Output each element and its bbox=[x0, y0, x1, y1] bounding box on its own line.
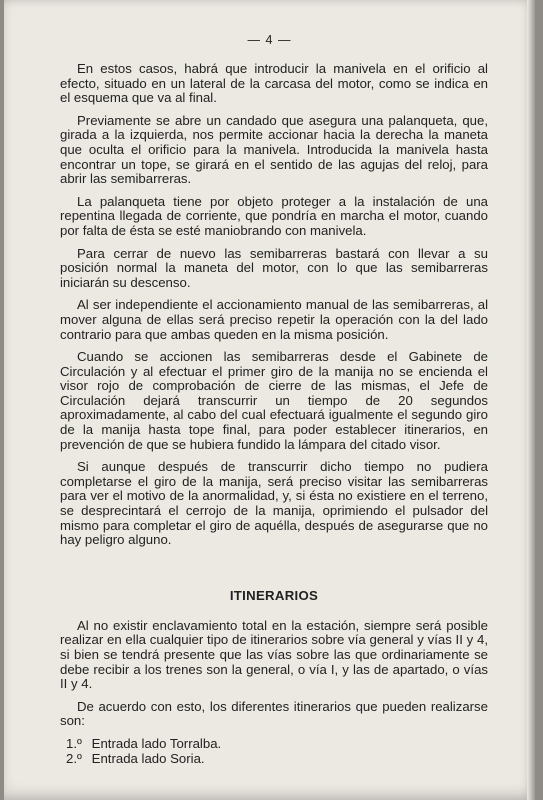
page-content bbox=[60, 62, 488, 766]
section-title: ITINERARIOS bbox=[229, 587, 319, 603]
list-item bbox=[60, 737, 488, 752]
paragraph-independiente: Al ser independiente el accionamiento manual de las semibarreras, al mover alguna de ellas será preciso repetir la operación con la del lado contrario para que ambas queden en la misma posición. bbox=[60, 297, 488, 342]
paragraph-cerrar: Para cerrar de nuevo las semibarreras bastará con llevar a su posición normal la maneta del motor, con lo que las semibarreras iniciarán su descenso. bbox=[60, 245, 488, 290]
paragraph-gabinete: Cuando se accionen las semibarreras desde el Gabinete de Circulación y al efectuar el primer giro de la manija no se encienda el visor rojo de comprobación de cierre de las mismas, el Jefe de Circulación dejará transcurrir un tiempo de 20 segundos aproximadamente, al cabo del cual efectuará igualmente el segundo giro de la manija hasta tope final, para poder establecer itinerarios, en prevención de que se hubiera fundido la lámpara del citado visor. bbox=[60, 349, 488, 452]
list-item-number: 1.º bbox=[66, 735, 82, 751]
list-item bbox=[60, 752, 488, 767]
paragraph-palanqueta: La palanqueta tiene por objeto proteger a la instalación de una repentina llegada de corriente, que pondría en marcha el motor, cuando por falta de ésta se esté maniobrando con manivela. bbox=[60, 193, 488, 238]
paragraph-itinerarios-intro: De acuerdo con esto, los diferentes itinerarios que pueden realizarse son: bbox=[60, 698, 488, 729]
paragraph-manivela-insert: En estos casos, habrá que introducir la manivela en el orificio al efecto, situado en un lateral de la carcasa del motor, como se indica en el esquema que va al final. bbox=[60, 61, 488, 106]
paragraph-candado: Previamente se abre un candado que asegura una palanqueta, que, girada a la izquierda, nos permite accionar hacia la derecha la maneta que oculta el orificio para la manivela. Introducida la manivela hasta encontrar un tope, se girará en el sentido de las agujas del reloj, para abrir las semibarreras. bbox=[60, 112, 488, 187]
document-page bbox=[4, 0, 535, 800]
list-item-text: Entrada lado Torralba. bbox=[91, 735, 222, 751]
list-item-number: 2.º bbox=[66, 750, 82, 766]
page-edge-shadow bbox=[527, 0, 535, 800]
itinerary-list bbox=[60, 737, 488, 766]
paragraph-enclavamiento: Al no existir enclavamiento total en la estación, siempre será posible realizar en ella cualquier tipo de itinerarios sobre vía general y vías II y 4, si bien se tendrá presente que las vías sobre las que ordinariamente se debe recibir a los trenes son la general, o vía I, y las de apartado, o vías II y 4. bbox=[60, 617, 488, 692]
paragraph-anormalidad: Si aunque después de transcurrir dicho tiempo no pudiera completarse el giro de la manija, será preciso visitar las semibarreras para ver el motivo de la anormalidad, y, si ésta no existiere en el terreno, se desprecintará el cerrojo de la manija, oprimiendo el pulsador del mismo para completar el giro de aquélla, después de asegurarse que no hay peligro alguno. bbox=[60, 459, 488, 548]
page-number: — 4 — bbox=[247, 33, 292, 47]
list-item-text: Entrada lado Soria. bbox=[91, 750, 205, 766]
